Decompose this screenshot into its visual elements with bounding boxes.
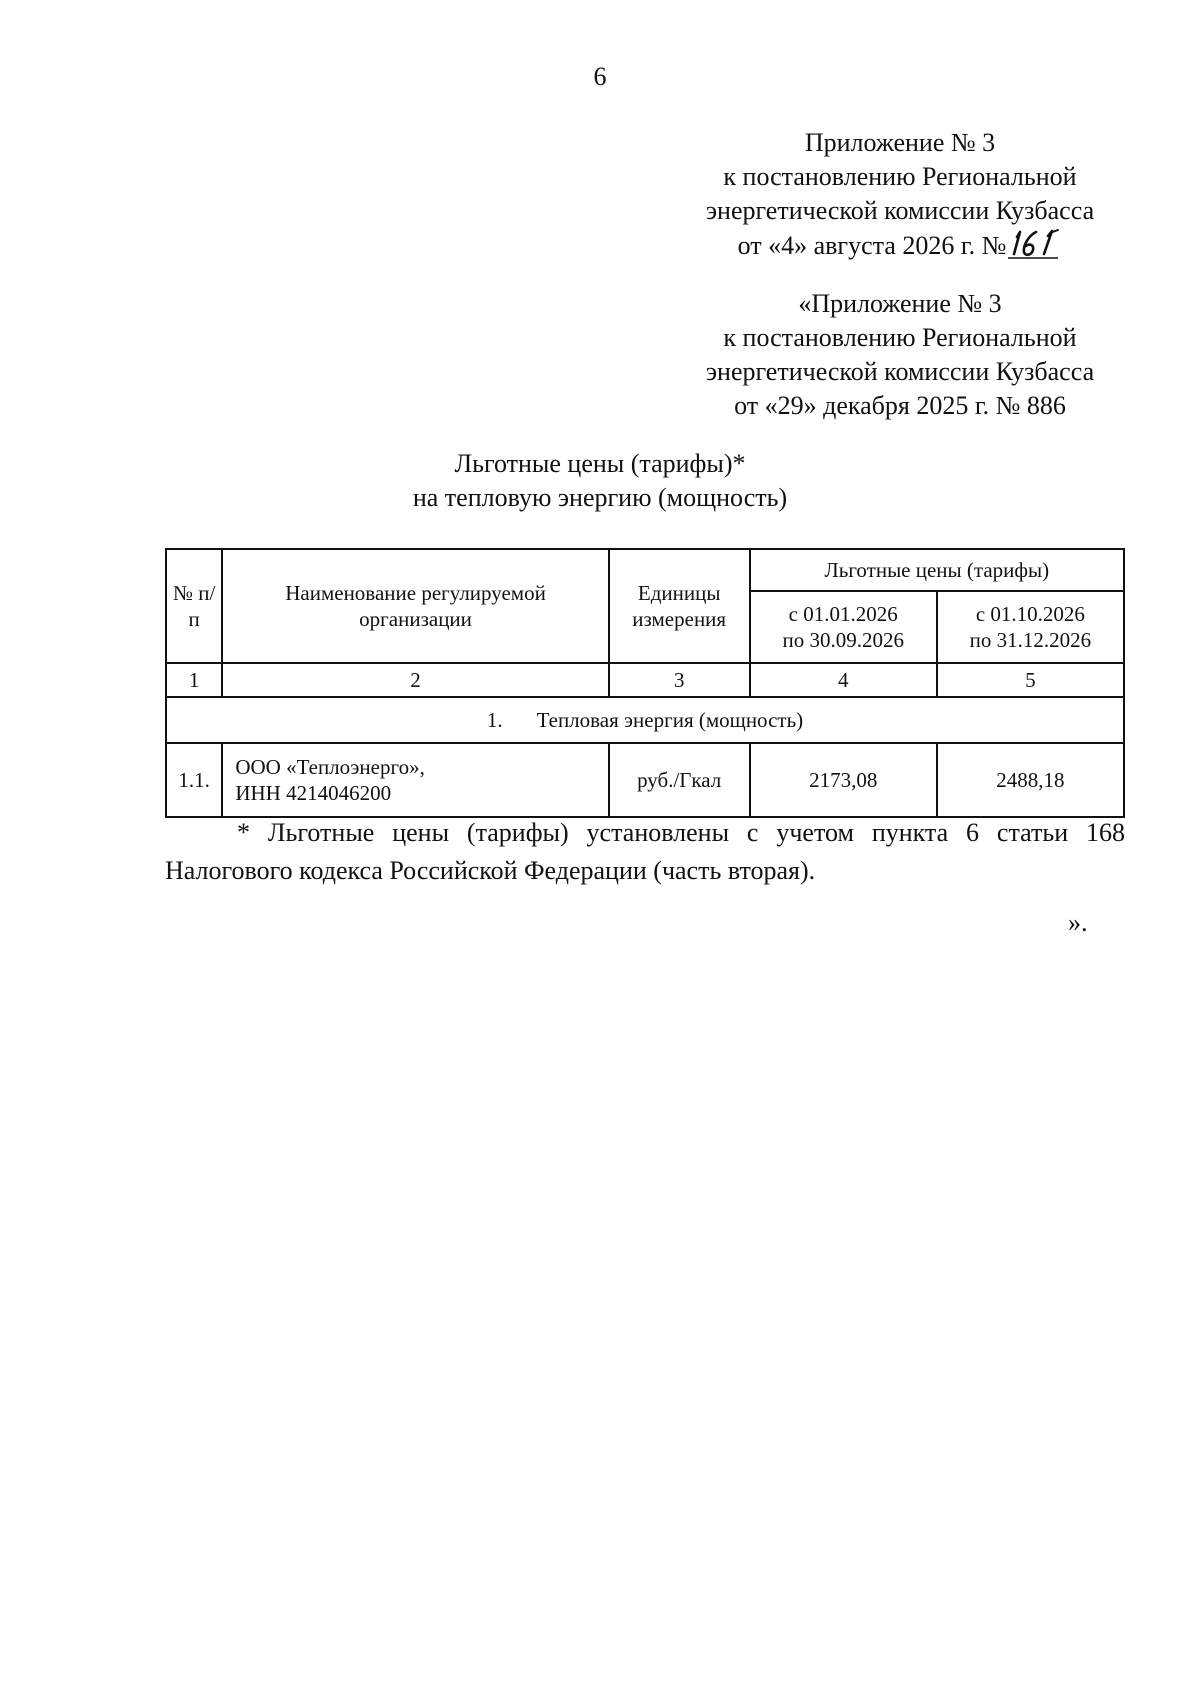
appendix-new-line3: энергетической комиссии Кузбасса (705, 196, 1095, 225)
appendix-new-line1: Приложение № 3 (804, 128, 996, 157)
handwritten-number-signature (1006, 228, 1062, 262)
row-units: руб./Гкал (609, 743, 750, 817)
title-line1: Льготные цены (тарифы)* (454, 449, 746, 478)
page-number: 6 (593, 62, 607, 91)
footnote-line1: * Льготные цены (тарифы) установлены с учетом пункта 6 статьи 168 (237, 818, 1125, 847)
document-title (0, 447, 1200, 515)
appendix-old-line4: от «29» декабря 2025 г. № 886 (734, 391, 1066, 420)
appendix-header-old (640, 287, 1160, 423)
column-number: 5 (937, 663, 1124, 697)
period-1-from: с 01.01.2026 (788, 602, 898, 626)
table-header-row (166, 549, 1124, 591)
closing-quote: ». (1068, 908, 1088, 937)
header-units: Единицы измерения (609, 549, 750, 663)
header-period-1 (750, 591, 937, 663)
section-label: Тепловая энергия (мощность) (536, 708, 804, 732)
footnote (165, 814, 1125, 890)
row-org (222, 743, 608, 817)
header-org: Наименование регулируемой организации (222, 549, 608, 663)
tariffs-table (165, 548, 1125, 818)
period-2-from: с 01.10.2026 (975, 602, 1085, 626)
column-number: 2 (222, 663, 608, 697)
appendix-new-date: от «4» августа 2026 г. № (737, 231, 1007, 260)
appendix-new-line2: к постановлению Региональной (723, 162, 1077, 191)
row-price-period-2: 2488,18 (937, 743, 1124, 817)
column-number: 1 (166, 663, 222, 697)
row-price-period-1: 2173,08 (750, 743, 937, 817)
period-1-to: по 30.09.2026 (782, 628, 904, 652)
appendix-header-new (640, 126, 1160, 263)
org-inn: ИНН 4214046200 (235, 781, 392, 805)
header-period-2 (937, 591, 1124, 663)
table-row (166, 743, 1124, 817)
header-prices: Льготные цены (тарифы) (750, 549, 1124, 591)
row-num: 1.1. (166, 743, 222, 817)
column-number: 4 (750, 663, 937, 697)
title-line2: на тепловую энергию (мощность) (412, 483, 788, 512)
column-numbers-row (166, 663, 1124, 697)
appendix-old-line3: энергетической комиссии Кузбасса (705, 357, 1095, 386)
section-number: 1. (486, 708, 503, 732)
section-row (166, 697, 1124, 743)
header-num: № п/п (166, 549, 222, 663)
appendix-old-line1: «Приложение № 3 (798, 289, 1002, 318)
section-cell (166, 697, 1124, 743)
appendix-old-line2: к постановлению Региональной (723, 323, 1077, 352)
org-name: ООО «Теплоэнерго», (235, 755, 425, 779)
period-2-to: по 31.12.2026 (969, 628, 1092, 652)
column-number: 3 (609, 663, 750, 697)
appendix-new-line4 (640, 228, 1160, 263)
footnote-line2: Налогового кодекса Российской Федерации (часть вторая). (165, 856, 816, 885)
